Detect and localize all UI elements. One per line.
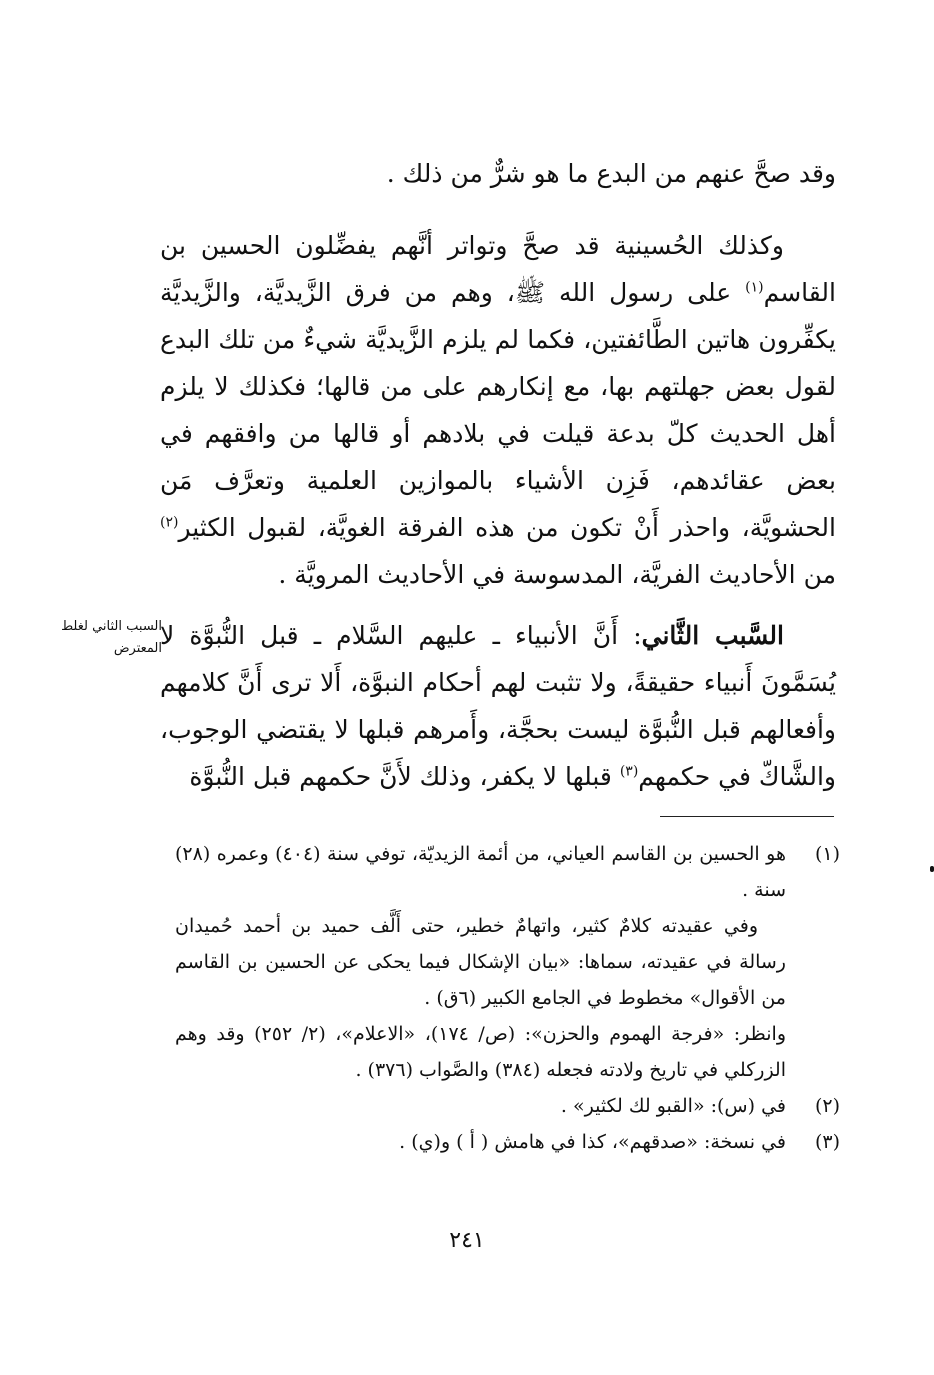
footnote-1-continuation: وفي عقيدته كلامٌ كثير، واتهامٌ خطير، حتى أَلَّف حميد بن أحمد حُميدان رسالة في عقيدته، سماها: «بيان الإشكال فيما يحكى عن الحسين بن القاسم من الأقوال» مخطوط في الجامع الكبير (٦ق) . — [175, 915, 786, 1009]
footnote-number: (١) — [814, 843, 840, 865]
footnote-ref-2: (٢) — [160, 514, 179, 531]
section-heading: السَّبب الثَّاني — [641, 621, 784, 650]
footnote-number: (٣) — [814, 1131, 840, 1153]
paragraph-segment: على رسول الله ﷺ، وهم من فرق الزَّيديَّة، والزَّيديَّة يكفِّرون هاتين الطَّائفتين، فكما لم يلزم الزَّيديَّة شيءٌ من تلك البدع لقول بعض جهلتهم بها، مع إنكارهم على من قالها؛ فكذلك لا يلزم أهل الحديث كلّ بدعة قيلت في بلادهم أو قالها من وافقهم في بعض عقائدهم، فَزِن الأشياء بالموازين العلمية وتعرَّف مَن الحشويَّة، واحذر أَنْ تكون من هذه الفرقة الغويَّة، لقبول الكثير — [160, 278, 836, 542]
footnotes — [175, 836, 840, 1160]
paragraph-text — [160, 612, 836, 800]
paragraph-segment: من الأحاديث الفريَّة، المدسوسة في الأحاديث المرويَّة . — [278, 560, 836, 589]
body-paragraph-2 — [160, 222, 836, 598]
footnote-number: (٢) — [814, 1095, 840, 1117]
footnote-1-continuation: وانظر: «فرجة الهموم والحزن»: (ص/ ١٧٤)، «الاعلام»، (٢/ ٢٥٢) وقد وهم الزركلي في تاريخ ولادته فجعله (٣٨٤) والصَّواب (٣٧٦) . — [175, 1023, 786, 1081]
footnote-ref-1: (١) — [745, 279, 764, 296]
footnote-ref-3: (٣) — [619, 763, 639, 780]
paragraph-text: وقد صحَّ عنهم من البدع ما هو شرٌّ من ذلك . — [386, 159, 836, 188]
margin-note-line: المعترض — [113, 641, 162, 656]
footnote-text: هو الحسين بن القاسم العياني، من أئمة الزيديّة، توفي سنة (٤٠٤) وعمره (٢٨) سنة . — [175, 843, 786, 901]
margin-note-line: السبب الثاني لغلط — [61, 619, 162, 634]
paragraph-text — [160, 222, 836, 598]
footnote-text: في (س): «القبو لك لكثير» . — [560, 1095, 786, 1117]
body-paragraph-1 — [160, 150, 836, 197]
margin-note — [22, 616, 162, 660]
paragraph-segment: قبلها لا يكفر، وذلك لأَنَّ حكمهم قبل النُّبوَّة — [189, 762, 620, 791]
paragraph-segment: وكذلك الحُسينية قد صحَّ وتواتر أنَّهم يفضِّلون الحسين بن القاسم — [160, 231, 836, 307]
footnote-separator — [660, 816, 834, 817]
paragraph-segment: : أَنَّ الأنبياء ـ عليهم السَّلام ـ قبل النُّبوَّة لا يُسَمَّونَ أَنبياء حقيقةً، ولا تثبت لهم أحكام النبوَّة، أَلا ترى أَنَّ كلامهم وأفعالهم قبل النُّبوَّة ليست بحجَّة، وأَمرهم قبلها لا يقتضي الوجوب، والشَّاكّ في حكمهم — [160, 621, 836, 791]
footnote-3 — [175, 1124, 840, 1160]
footnote-1 — [175, 836, 840, 908]
page-number: ٢٤١ — [449, 1228, 485, 1253]
footnote-2 — [175, 1088, 840, 1124]
footnote-text: في نسخة: «صدقهم»، كذا في هامش ( أ ) و(ي) . — [399, 1131, 786, 1153]
scan-edge-mark — [930, 866, 934, 872]
body-paragraph-3 — [160, 612, 836, 800]
